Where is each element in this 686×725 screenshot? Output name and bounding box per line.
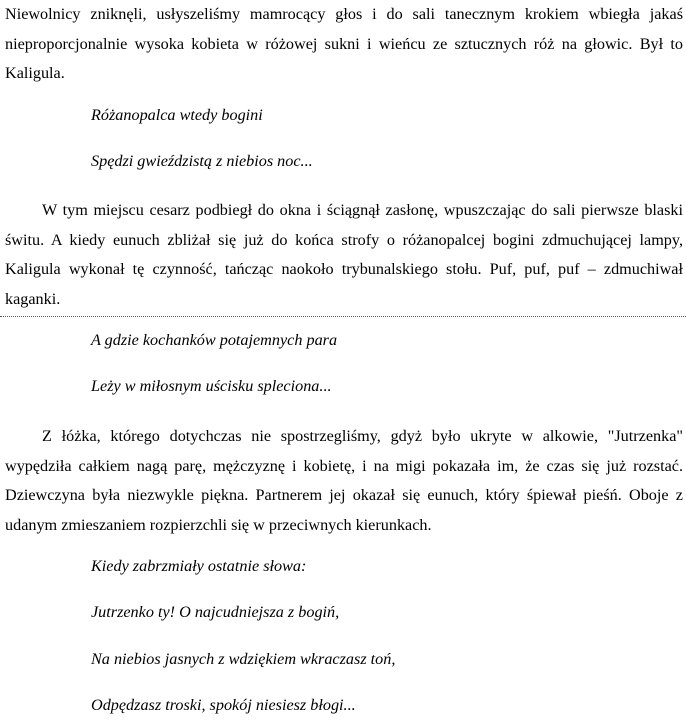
verse-line: Kiedy zabrzmiały ostatnie słowa: <box>91 557 307 575</box>
verse-line: Różanopalca wtedy bogini <box>91 106 263 124</box>
page-break-separator <box>0 316 686 317</box>
verse-line: Odpędzasz troski, spokój niesiesz błogi... <box>91 696 356 714</box>
verse-line: Jutrzenko ty! O najcudniejsza z bogiń, <box>91 603 340 621</box>
paragraph-3: Z łóżka, którego dotychczas nie spostrzegliśmy, gdyż było ukryte w alkowie, "Jutrzenka" wypędziła całkiem nagą parę, mężczyznę i kobietę, i na migi pokazała im, że czas się już rozstać. Dziewczyna była niezwykle piękna. Partnerem jej okazał się eunuch, który śpiewał pieśń. Oboje z udanym zmieszaniem rozpierzchli się w przeciwnych kierunkach. <box>5 427 683 534</box>
verse-line: A gdzie kochanków potajemnych para <box>91 331 338 349</box>
paragraph-2: W tym miejscu cesarz podbiegł do okna i ściągnął zasłonę, wpuszczając do sali pierwsze blaski świtu. A kiedy eunuch zbliżał się już do końca strofy o różanopalcej bogini zdmuchującej lampy, Kaligula wykonał tę czynność, tańcząc naokoło trybunalskiego stołu. Puf, puf, puf – zdmuchiwał kaganki. <box>5 201 683 308</box>
verse-line: Leży w miłosnym uścisku spleciona... <box>91 377 332 395</box>
verse-line: Na niebios jasnych z wdziękiem wkraczasz toń, <box>91 650 396 668</box>
verse-line: Spędzi gwieździstą z niebios noc... <box>91 152 313 170</box>
paragraph-1: Niewolnicy zniknęli, usłyszeliśmy mamrocący głos i do sali tanecznym krokiem wbiegła jakaś nieproporcjonalnie wysoka kobieta w różowej sukni i wieńcu ze sztucznych róż na głowic. Był to Kaligula. <box>5 5 683 82</box>
